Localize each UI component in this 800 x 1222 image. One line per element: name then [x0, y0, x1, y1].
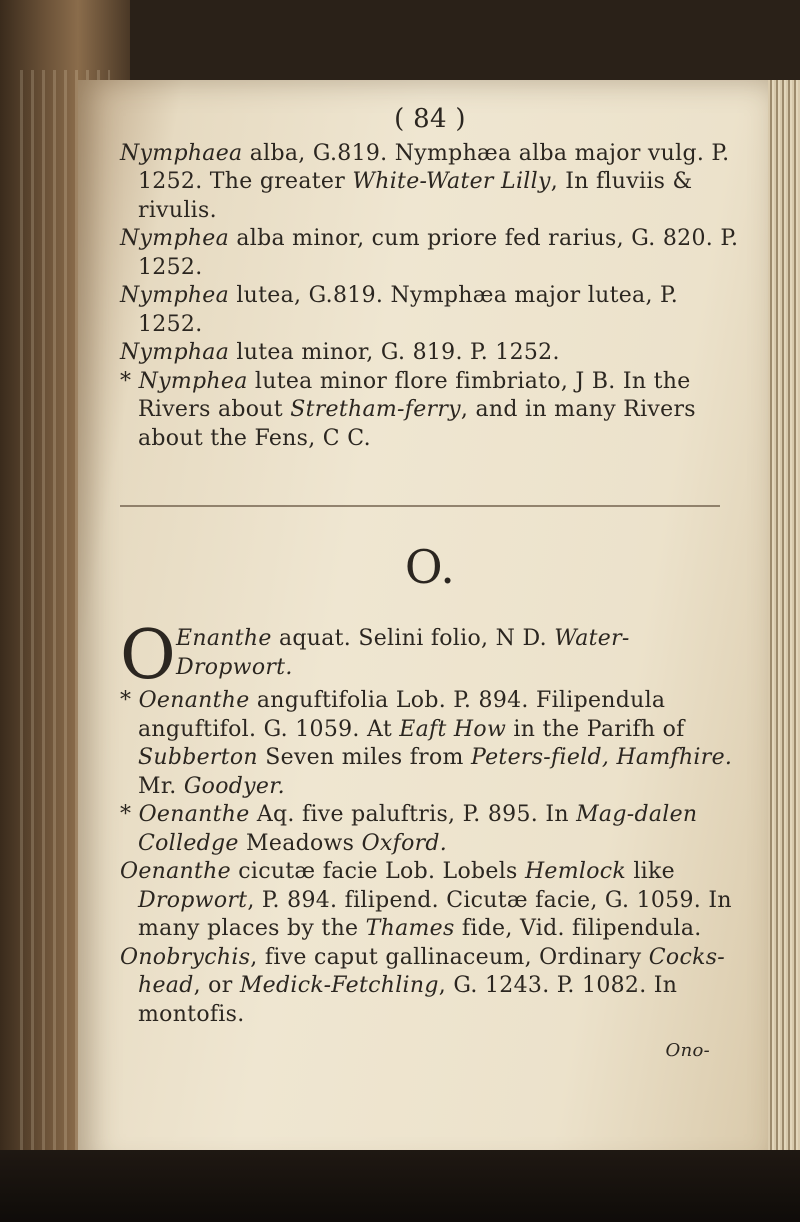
- entry: [120, 140, 740, 226]
- italic-text: Cocks-head: [138, 944, 726, 998]
- page-number: ( 84 ): [394, 104, 466, 134]
- italic-text: Stretham-ferry: [290, 397, 461, 422]
- roman-text: , five caput gallinaceum, Ordinary: [250, 944, 649, 970]
- italic-text: Medick-Fetchling: [239, 973, 439, 998]
- first-entry-o: [120, 616, 740, 695]
- roman-text: , G. 1243. P. 1082. In montofis.: [138, 973, 678, 1027]
- roman-text: lutea, G.819. Nymphæa major lutea, P. 1252.: [138, 283, 678, 337]
- roman-text: *: [120, 368, 139, 394]
- italic-text: Oxford.: [361, 830, 448, 856]
- italic-text: Peters-field, Hamfhire.: [471, 745, 733, 770]
- entries-n: [120, 140, 740, 454]
- roman-text: *: [120, 688, 139, 713]
- italic-text: Nymphea: [120, 226, 230, 251]
- italic-text: Enanthe: [176, 626, 272, 651]
- roman-text: , In fluviis & rivulis.: [138, 169, 693, 223]
- entry: [120, 368, 740, 454]
- first-entry-text: [176, 625, 740, 687]
- roman-text: anguftifolia Lob. P. 894. Filipendula anguftifol. G. 1059. At: [138, 688, 666, 742]
- roman-text: *: [120, 802, 139, 827]
- roman-text: in the Parifh of: [506, 716, 685, 742]
- italic-text: Nymphea: [138, 368, 248, 394]
- italic-text: Nymphaea: [120, 140, 243, 166]
- roman-text: cicutæ facie Lob. Lobels: [230, 859, 525, 884]
- roman-text: lutea minor flore fimbriato, J B. In the Rivers about: [138, 368, 691, 422]
- section-rule: [120, 505, 720, 507]
- italic-text: Thames: [365, 916, 455, 941]
- entry: [120, 944, 740, 1030]
- dropcap: O: [120, 616, 177, 695]
- italic-text: Subberton: [138, 745, 258, 770]
- roman-text: Mr.: [138, 773, 184, 799]
- section-letter: O.: [404, 540, 456, 594]
- roman-text: alba minor, cum priore fed rarius, G. 820. P. 1252.: [138, 226, 739, 280]
- roman-text: Meadows: [238, 830, 362, 856]
- entry: [120, 225, 740, 282]
- roman-text: Seven miles from: [257, 745, 471, 770]
- italic-text: Water-Dropwort.: [176, 626, 630, 680]
- italic-text: Nymphaa: [120, 340, 230, 365]
- italic-text: Dropwort: [138, 887, 248, 913]
- entry: [120, 282, 740, 339]
- italic-text: Mag-dalen Colledge: [138, 802, 698, 856]
- roman-text: like: [626, 859, 675, 884]
- italic-text: Oenanthe: [120, 859, 231, 884]
- italic-text: Goodyer.: [183, 773, 285, 799]
- entry: [120, 339, 740, 368]
- italic-text: Onobrychis: [120, 944, 251, 970]
- italic-text: Hemlock: [524, 859, 627, 884]
- roman-text: lutea minor, G. 819. P. 1252.: [229, 340, 560, 365]
- entries-o: [120, 687, 740, 1029]
- roman-text: fide, Vid. filipendula.: [454, 916, 702, 941]
- roman-text: , or: [193, 973, 240, 998]
- roman-text: alba, G.819. Nymphæa alba major vulg. P. 1252. The greater: [138, 140, 730, 194]
- roman-text: , P. 894. filipend. Cicutæ facie, G. 1059. In many places by the: [138, 887, 732, 941]
- entry: [120, 858, 740, 944]
- italic-text: Nymphea: [120, 283, 230, 308]
- italic-text: White-Water Lilly: [352, 169, 551, 194]
- page-text: [120, 105, 740, 1066]
- italic-text: Oenanthe: [138, 688, 250, 713]
- entry: [120, 687, 740, 801]
- italic-text: Oenanthe: [138, 802, 250, 827]
- roman-text: , and in many Rivers about the Fens, C C.: [138, 397, 696, 451]
- catchword: Ono-: [665, 1040, 710, 1061]
- roman-text: aquat. Selini folio, N D.: [271, 626, 555, 651]
- page-edges: [768, 80, 800, 1180]
- bottom-shadow: [0, 1150, 800, 1222]
- italic-text: Eaft How: [399, 716, 507, 742]
- roman-text: Aq. five paluftris, P. 895. In: [249, 802, 577, 827]
- entry: [120, 801, 740, 858]
